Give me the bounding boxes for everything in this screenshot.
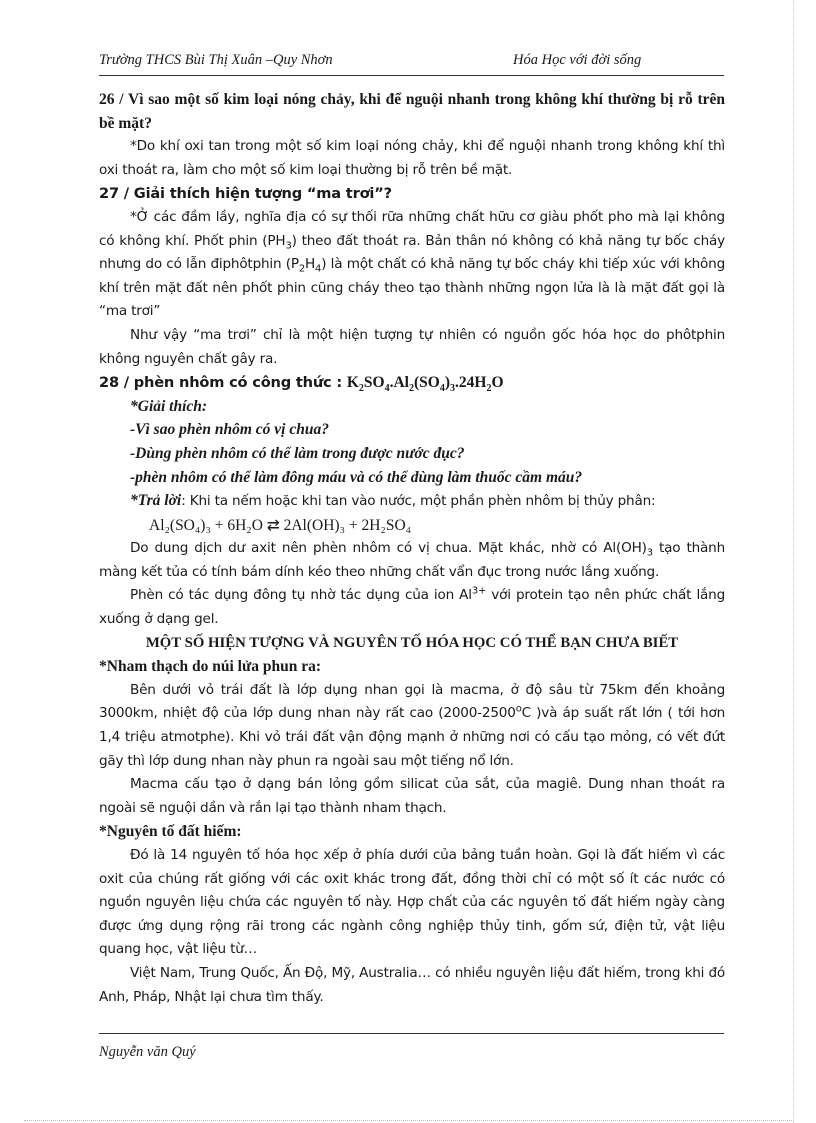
q28-answer-intro: *Trả lời: Khi ta nếm hoặc khi tan vào nước, một phần phèn nhôm bị thủy phân: — [130, 492, 656, 510]
q26-title: 26 / Vì sao một số kim loại nóng chảy, khi để nguội nhanh trong không khí thường bị rỗ trên bề mặt? — [99, 91, 725, 132]
header-school: Trường THCS Bùi Thị Xuân –Quy Nhơn — [99, 52, 333, 68]
q28-question-a: -Vì sao phèn nhôm có vị chua? — [130, 421, 329, 439]
page-content — [99, 88, 725, 1009]
q28-question-c: -phèn nhôm có thể làm đông máu và có thể dùng làm thuốc cầm máu? — [130, 468, 583, 486]
q28-question-b: -Dùng phèn nhôm có thể làm trong được nước đục? — [130, 444, 465, 462]
footer-author: Nguyễn văn Quý — [99, 1044, 196, 1060]
rare-earth-title: *Nguyên tố đất hiếm: — [99, 823, 242, 841]
page-bottom-edge — [24, 1120, 794, 1121]
q26-answer: *Do khí oxi tan trong một số kim loại nóng chảy, khi để nguội nhanh trong không khí thì oxi thoát ra, làm cho một số kim loại thường bị rỗ trên bề mặt. — [99, 138, 725, 178]
q28-acid-paragraph: Do dung dịch dư axit nên phèn nhôm có vị chua. Mặt khác, nhờ có $Al(OH)_3$ tạo thành màng kết tủa có tính bám dính kéo theo những chất vẩn đục trong nước lắng xuống. — [99, 540, 725, 580]
rare-earth-paragraph-2: Việt Nam, Trung Quốc, Ấn Độ, Mỹ, Australia… có nhiều nguyên liệu đất hiếm, trong khi đó Anh, Pháp, Nhật lại chưa tìm thấy. — [99, 964, 725, 1005]
page-header — [99, 52, 725, 74]
alum-formula: $K_2SO_4.Al_2(SO_4)_3.24H_2O$ — [346, 374, 504, 395]
rare-earth-paragraph-1: Đó là 14 nguyên tố hóa học xếp ở phía dưới của bảng tuần hoàn. Gọi là đất hiếm vì các oxit của chúng rất giống với các oxit khác trong đất, đồng thời chỉ có một số ít các nước có nguồn nguyên liệu chứa các nguyên tố này. Hợp chất của các nguyên tố đất hiếm ngày càng được ứng dụng rộng rãi trong các ngành công nghiệp thủy tinh, gốm sứ, điện tử, vật liệu quang học, vật liệu từ… — [99, 847, 725, 958]
q28-title: 28 / phèn nhôm có công thức : $K_2SO_4.Al_2(SO_4)_3.24H_2O$ — [99, 374, 504, 395]
footer-rule — [99, 1033, 724, 1034]
section-title: MỘT SỐ HIỆN TƯỢNG VÀ NGUYÊN TỐ HÓA HỌC CÓ THỂ BẠN CHƯA BIẾT — [145, 634, 679, 651]
q27-paragraph-1: *Ở các đầm lầy, nghĩa địa có sự thối rữa những chất hữu cơ giàu phốt pho mà lại không có không khí. Phốt phin $(PH_3)$ theo đất thoát ra. Bản thân nó không có khả năng tự bốc cháy nhưng do có lẫn điphôtphin $(P_2H_4)$ là một chất có khả năng tự bốc cháy khi tiếp xúc với không khí trên mặt đất nên phốt phin cũng cháy theo tạo thành những ngọn lửa là là mặt đất gọi là “ma trơi” — [99, 208, 726, 320]
lava-title: *Nham thạch do núi lửa phun ra: — [99, 658, 322, 676]
q27-title: 27 / Giải thích hiện tượng “ma trơi”? — [99, 185, 392, 203]
q28-explain-label: *Giải thích: — [130, 397, 208, 415]
header-rule — [99, 75, 724, 76]
page-right-edge — [793, 0, 794, 1123]
lava-paragraph-2: Macma cấu tạo ở dạng bán lỏng gồm silicat của sắt, của magiê. Dung nhan thoát ra ngoài sẽ nguội dần và rắn lại tạo thành nham thạch. — [99, 776, 725, 816]
header-subject: Hóa Học với đời sống — [513, 52, 642, 68]
hydrolysis-equation: Al₂(SO₄)₃ + 6H₂O ⇄ 2Al(OH)₃ + 2H₂SO₄ — [149, 516, 412, 534]
q27-paragraph-2: Như vậy “ma trơi” chỉ là một hiện tượng tự nhiên có nguồn gốc hóa học do phôtphin không nguyên chất gây ra. — [99, 326, 725, 367]
lava-paragraph-1: Bên dưới vỏ trái đất là lớp dụng nhan gọi là macma, ở độ sâu từ 75km đến khoảng 3000km, nhiệt độ của lớp dung nhan này rất cao (2000-2500$^o$C )và áp suất rất lớn ( tới hơn 1,4 triệu atmotphe). Khi vỏ trái đất vận động mạnh ở những nơi có cấu tạo mỏng, có vết đứt gãy thì lớp dung nhan này phun ra ngoài sau một tiếng nổ lớn. — [99, 681, 725, 769]
q28-coagulation-paragraph: Phèn có tác dụng đông tụ nhờ tác dụng của ion $Al^{3+}$ với protein tạo nên phức chất lắng xuống ở dạng gel. — [99, 585, 725, 628]
